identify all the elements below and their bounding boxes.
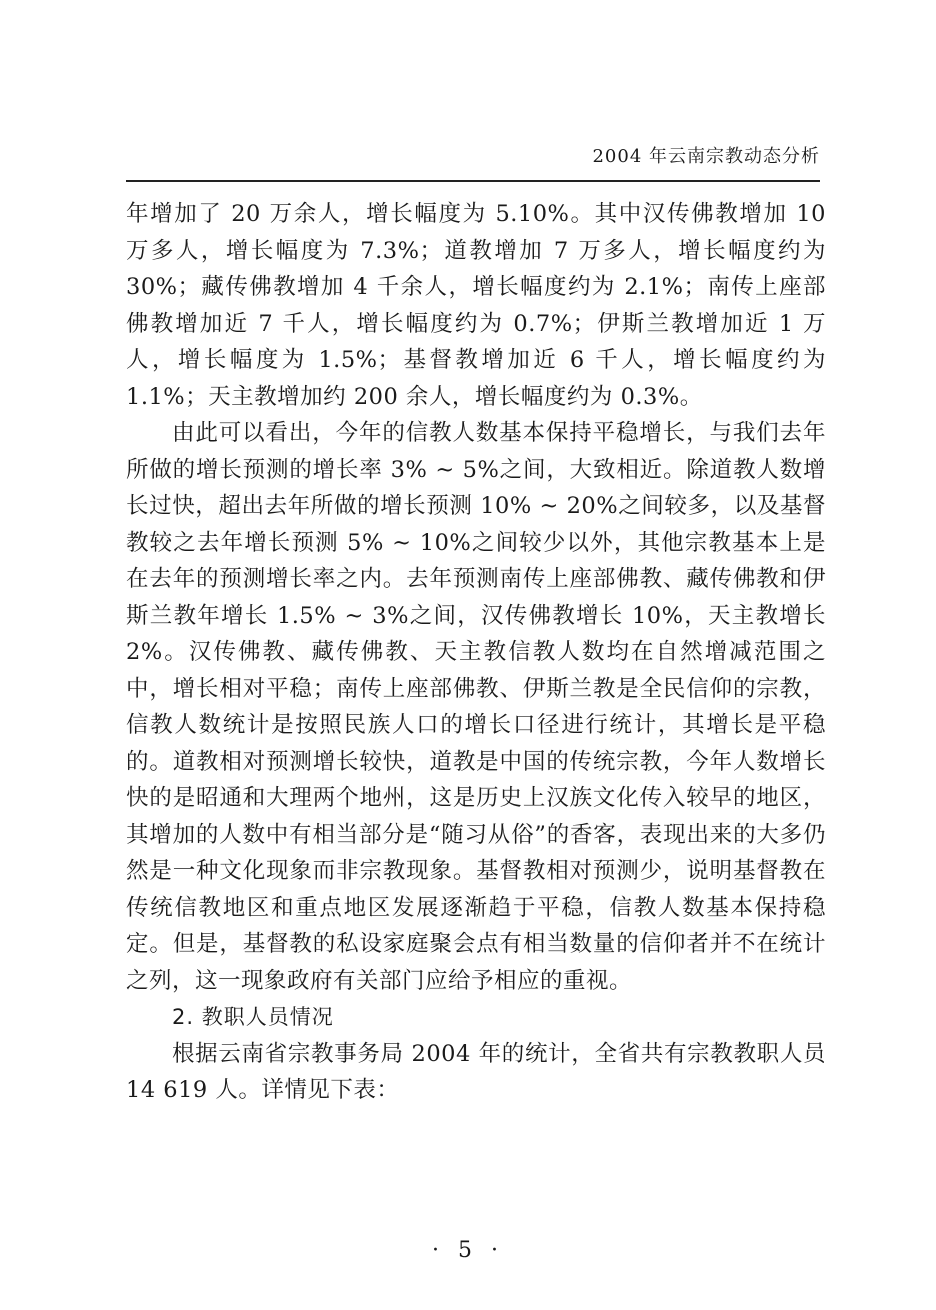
header-rule (126, 180, 820, 182)
running-header: 2004 年云南宗教动态分析 (592, 146, 820, 167)
paragraph-growth-figures: 年增加了 20 万余人，增长幅度为 5.10%。其中汉传佛教增加 10 万多人，增长幅度为 7.3%；道教增加 7 万多人，增长幅度约为 30%；藏传佛教增加 4 千余人，增长幅度约为 2.1%；南传上座部佛教增加近 7 千人，增长幅度约为 0.7%；伊斯兰教增加近 1 万人，增长幅度为 1.5%；基督教增加近 6 千人，增长幅度约为 1.1%；天主教增加约 200 余人，增长幅度约为 0.3%。 (126, 201, 826, 410)
paragraph-clergy-stats: 根据云南省宗教事务局 2004 年的统计，全省共有宗教教职人员 14 619 人。详情见下表： (126, 1040, 826, 1103)
page-number: · 5 · (432, 1238, 504, 1263)
paragraph-growth-analysis: 由此可以看出，今年的信教人数基本保持平稳增长，与我们去年所做的增长预测的增长率 3% ~ 5%之间，大致相近。除道教人数增长过快，超出去年所做的增长预测 10% ~ 20%之间较多，以及基督教较之去年增长预测 5% ~ 10%之间较少以外，其他宗教基本上是在去年的预测增长率之内。去年预测南传上座部佛教、藏传佛教和伊斯兰教年增长 1.5% ~ 3%之间，汉传佛教增长 10%，天主教增长 2%。汉传佛教、藏传佛教、天主教信教人数均在自然增减范围之中，增长相对平稳；南传上座部佛教、伊斯兰教是全民信仰的宗教，信教人数统计是按照民族人口的增长口径进行统计，其增长是平稳的。道教相对预测增长较快，道教是中国的传统宗教，今年人数增长快的是昭通和大理两个地州，这是历史上汉族文化传入较早的地区，其增加的人数中有相当部分是“随习从俗”的香客，表现出来的大多仍然是一种文化现象而非宗教现象。基督教相对预测少，说明基督教在传统信教地区和重点地区发展逐渐趋于平稳，信教人数基本保持稳定。但是，基督教的私设家庭聚会点有相当数量的信仰者并不在统计之列，这一现象政府有关部门应给予相应的重视。 (126, 420, 826, 994)
section-subheading: 2. 教职人员情况 (172, 1005, 334, 1029)
body-text (126, 196, 826, 1109)
